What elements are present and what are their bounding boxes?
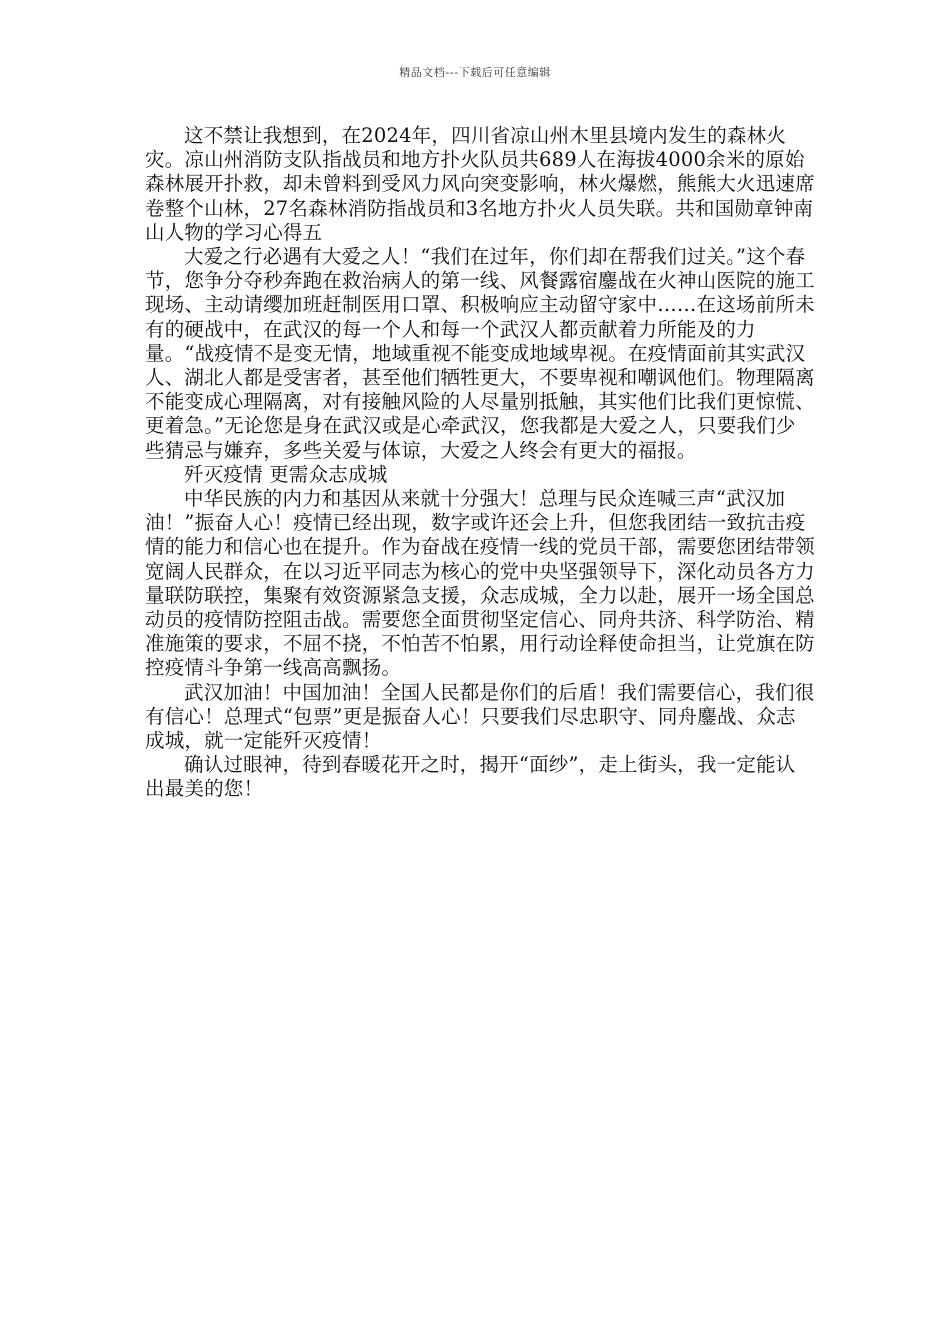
paragraph-forest-fire: 这不禁让我想到，在2024年，四川省凉山州木里县境内发生的森林火灾。凉山州消防支队指战员和地方扑火队员共689人在海拔4000余米的原始森林展开扑救，却未曾料到受风力风向突变影响，林火爆燃，熊熊大火迅速席卷整个山林，27名森林消防指战员和3名地方扑火人员失联。共和国勋章钟南山人物的学习心得五 [145,124,815,244]
paragraph-wuhan-jiayou: 武汉加油！中国加油！全国人民都是你们的后盾！我们需要信心，我们很有信心！总理式“包票”更是振奋人心！只要我们尽忠职守、同舟鏖战、众志成城，就一定能歼灭疫情！ [145,680,815,753]
paragraph-great-love: 大爱之行必遇有大爱之人！“我们在过年，你们却在帮我们过关。”这个春节，您争分夺秒奔跑在救治病人的第一线、风餐露宿鏖战在火神山医院的施工现场、主动请缨加班赶制医用口罩、积极响应主动留守家中……在这场前所未有的硬战中，在武汉的每一个人和每一个武汉人都贡献着力所能及的力量。“战疫情不是变无情，地域重视不能变成地域卑视。在疫情面前其实武汉人、湖北人都是受害者，甚至他们牺牲更大，不要卑视和嘲讽他们。物理隔离不能变成心理隔离，对有接触风险的人尽量别抵触，其实他们比我们更惊慌、更着急。”无论您是身在武汉或是心牵武汉，您我都是大爱之人，只要我们少些猜忌与嫌弃，多些关爱与体谅，大爱之人终会有更大的福报。 [145,245,815,462]
document-body [145,124,815,802]
paragraph-national-strength: 中华民族的内力和基因从来就十分强大！总理与民众连喊三声“武汉加油！”振奋人心！疫情已经出现，数字或许还会上升，但您我团结一致抗击疫情的能力和信心也在提升。作为奋战在疫情一线的党员干部，需要您团结带领宽阔人民群众，在以习近平同志为核心的党中央坚强领导下，深化动员各方力量联防联控，集聚有效资源紧急支援，众志成城，全力以赴，展开一场全国总动员的疫情防控阻击战。需要您全面贯彻坚定信心、同舟共济、科学防治、精准施策的要求，不屈不挠，不怕苦不怕累，用行动诠释使命担当，让党旗在防控疫情斗争第一线高高飘扬。 [145,487,815,680]
section-heading: 歼灭疫情 更需众志成城 [184,462,388,486]
page-header: 精品文档---下载后可任意编辑 [399,66,551,79]
paragraph-closing: 确认过眼神，待到春暖花开之时，揭开“面纱”，走上街头，我一定能认出最美的您！ [145,753,796,801]
